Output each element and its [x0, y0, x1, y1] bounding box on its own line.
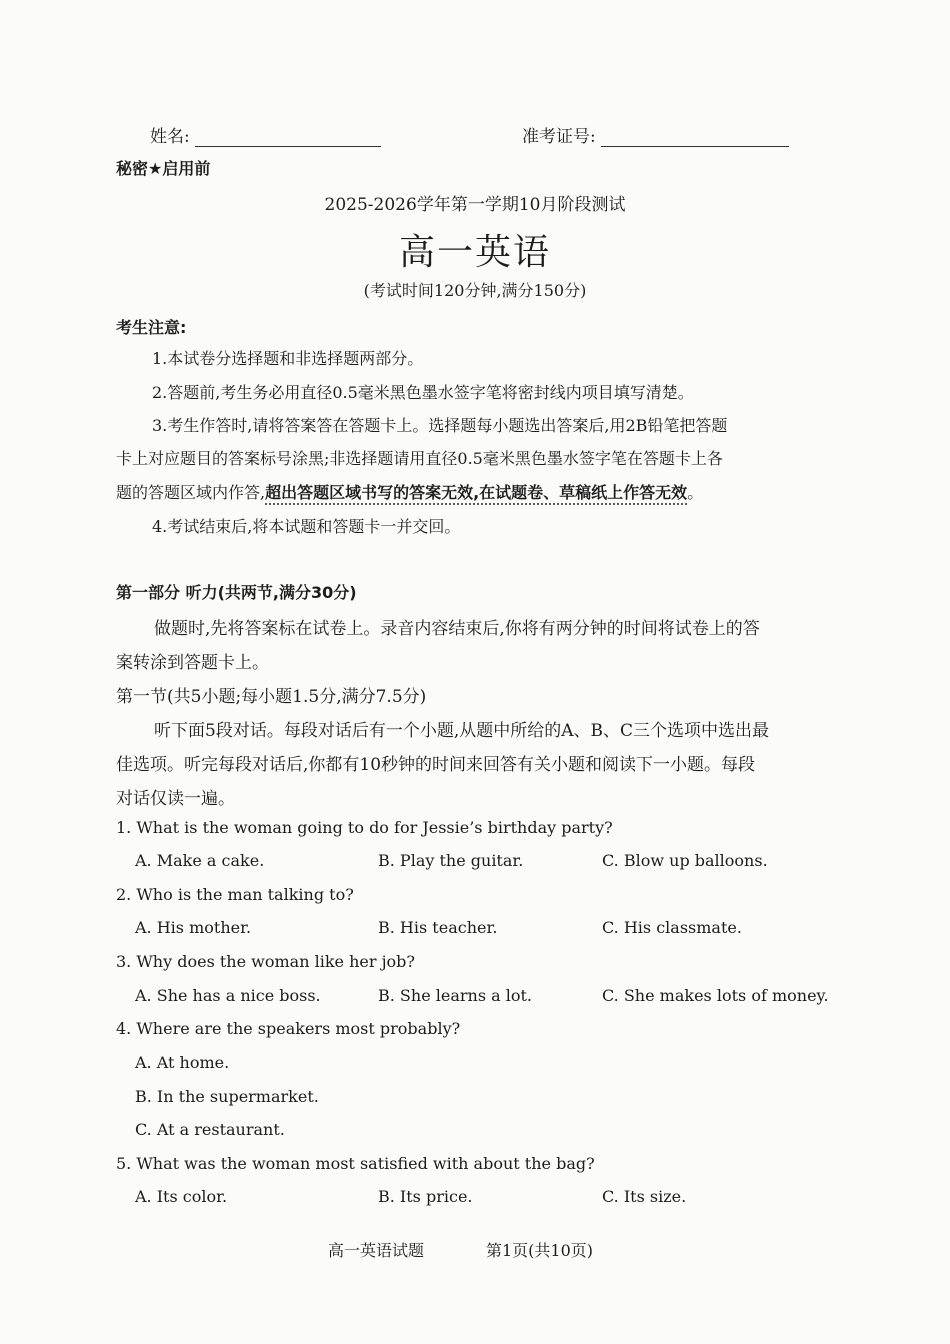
- question-1: 1. What is the woman going to do for Jessie’s birthday party?: [116, 818, 613, 837]
- footer-page-number: 第1页(共10页): [486, 1241, 594, 1260]
- term-title: 2025-2026学年第一学期10月阶段测试: [324, 195, 626, 215]
- notice-item-1: 1.本试卷分选择题和非选择题两部分。: [152, 349, 424, 368]
- name-field: [150, 122, 381, 147]
- question-3: 3. Why does the woman like her job?: [116, 952, 415, 971]
- question-1-option-b: B. Play the guitar.: [378, 851, 524, 870]
- name-blank[interactable]: [195, 128, 381, 147]
- question-5-option-b: B. Its price.: [378, 1187, 473, 1206]
- notice-item-3-emphasis: 超出答题区域书写的答案无效,在试题卷、草稿纸上作答无效: [265, 483, 688, 502]
- question-5: 5. What was the woman most satisfied with about the bag?: [116, 1154, 595, 1173]
- question-4-option-b: B. In the supermarket.: [135, 1087, 319, 1106]
- name-label: 姓名:: [150, 127, 190, 147]
- question-5-option-c: C. Its size.: [602, 1187, 687, 1206]
- notice-item-3-plain: 题的答题区域内作答,: [116, 483, 266, 502]
- notice-item-2: 2.答题前,考生务必用直径0.5毫米黑色墨水签字笔将密封线内项目填写清楚。: [152, 383, 694, 402]
- exam-id-label: 准考证号:: [522, 127, 596, 147]
- notice-item-3-line-1: 3.考生作答时,请将答案答在答题卡上。选择题每小题选出答案后,用2B铅笔把答题: [152, 416, 728, 435]
- part1-intro-line-2: 案转涂到答题卡上。: [116, 653, 269, 673]
- notice-item-3-line-2: 卡上对应题目的答案标号涂黑;非选择题请用直径0.5毫米黑色墨水签字笔在答题卡上各: [116, 449, 723, 468]
- question-3-option-c: C. She makes lots of money.: [602, 986, 829, 1005]
- section1-instruction-line-2: 佳选项。听完每段对话后,你都有10秒钟的时间来回答有关小题和阅读下一小题。每段: [116, 755, 756, 775]
- notice-heading: 考生注意:: [116, 318, 187, 337]
- question-2-option-c: C. His classmate.: [602, 918, 742, 937]
- question-3-option-a: A. She has a nice boss.: [135, 986, 321, 1005]
- part1-intro-line-1: 做题时,先将答案标在试卷上。录音内容结束后,你将有两分钟的时间将试卷上的答: [154, 619, 760, 639]
- question-2-option-a: A. His mother.: [135, 918, 252, 937]
- notice-item-3-end: 。: [687, 483, 704, 502]
- question-2-option-b: B. His teacher.: [378, 918, 498, 937]
- question-4: 4. Where are the speakers most probably?: [116, 1019, 461, 1038]
- question-1-option-a: A. Make a cake.: [135, 851, 265, 870]
- question-3-option-b: B. She learns a lot.: [378, 986, 533, 1005]
- question-4-option-a: A. At home.: [135, 1053, 230, 1072]
- section1-heading: 第一节(共5小题;每小题1.5分,满分7.5分): [116, 687, 427, 707]
- section1-instruction-line-1: 听下面5段对话。每段对话后有一个小题,从题中所给的A、B、C三个选项中选出最: [154, 721, 769, 741]
- notice-item-3-line-3: [116, 480, 703, 503]
- exam-id-blank[interactable]: [601, 128, 789, 147]
- part1-heading: 第一部分 听力(共两节,满分30分): [116, 583, 357, 602]
- confidential-mark: 秘密★启用前: [116, 159, 211, 178]
- subject-title: 高一英语: [398, 232, 551, 273]
- section1-instruction-line-3: 对话仅读一遍。: [116, 789, 235, 809]
- question-1-option-c: C. Blow up balloons.: [602, 851, 768, 870]
- question-2: 2. Who is the man talking to?: [116, 885, 354, 904]
- exam-id-field: [522, 122, 789, 147]
- question-4-option-c: C. At a restaurant.: [135, 1120, 285, 1139]
- notice-item-4: 4.考试结束后,将本试题和答题卡一并交回。: [152, 517, 461, 536]
- duration-note: (考试时间120分钟,满分150分): [363, 281, 587, 300]
- footer-subject: 高一英语试题: [328, 1241, 425, 1260]
- question-5-option-a: A. Its color.: [135, 1187, 228, 1206]
